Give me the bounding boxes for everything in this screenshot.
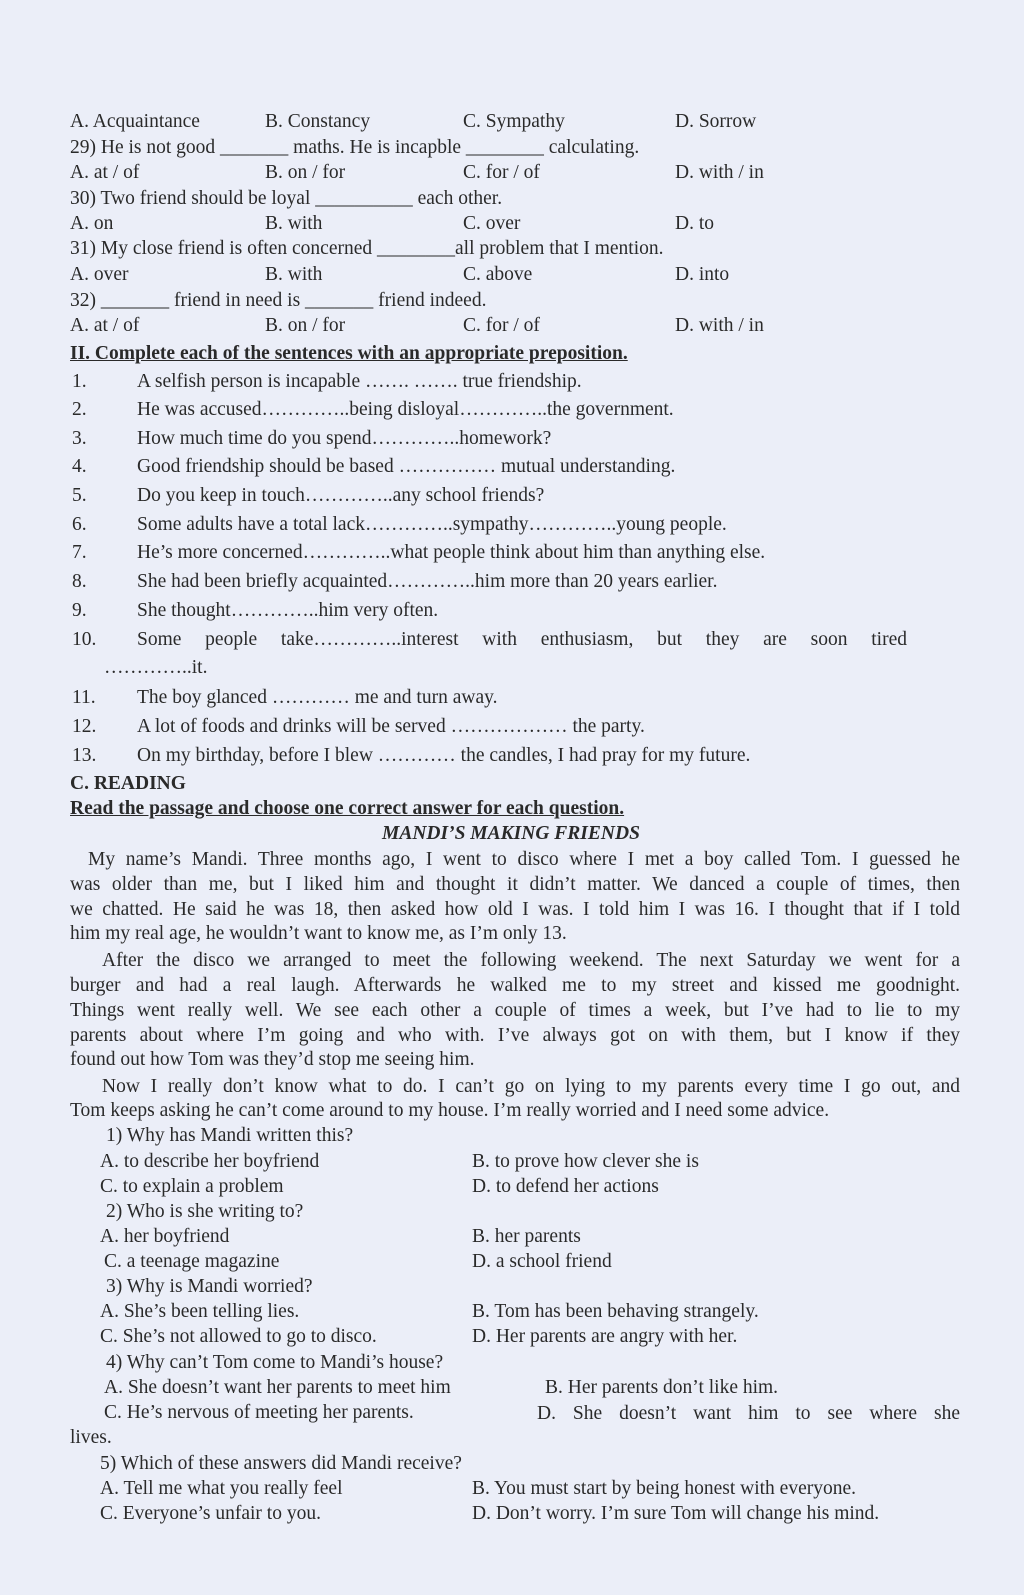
passage-line: was older than me, but I liked him and thought it didn’t matter. We danced a couple of times, then (70, 874, 960, 895)
item-number: 10. (72, 629, 97, 650)
passage-title: MANDI’S MAKING FRIENDS (382, 823, 640, 844)
q29-question: 29) He is not good _______ maths. He is incapble ________ calculating. (70, 137, 640, 158)
q32-question: 32) _______ friend in need is _______ friend indeed. (70, 290, 487, 311)
q30-option-d: D. to (675, 213, 714, 234)
item-text: He’s more concerned…………..what people think about him than anything else. (137, 542, 766, 563)
passage-line: we chatted. He said he was 18, then asked how old I was. I told him I was 16. I thought that if I told (70, 899, 960, 920)
item-text: She thought…………..him very often. (137, 600, 439, 621)
option-c: C. Everyone’s unfair to you. (100, 1503, 321, 1524)
passage-line: him my real age, he wouldn’t want to know me, as I’m only 13. (70, 923, 567, 944)
option-c: C. He’s nervous of meeting her parents. (104, 1402, 414, 1423)
q28-option-c: C. Sympathy (463, 111, 565, 132)
q29-option-a: A. at / of (70, 162, 140, 183)
passage-line: burger and had a real laugh. Afterwards he walked me to my street and kissed me goodnight. (70, 975, 960, 996)
q31-option-c: C. above (463, 264, 533, 285)
q30-option-a: A. on (70, 213, 114, 234)
item-text: Good friendship should be based …………… mutual understanding. (137, 456, 676, 477)
item-text: She had been briefly acquainted…………..him more than 20 years earlier. (137, 571, 718, 592)
reading-heading: C. READING (70, 773, 186, 794)
item-text: The boy glanced ………… me and turn away. (137, 687, 498, 708)
option-a: A. her boyfriend (100, 1226, 230, 1247)
q29-option-c: C. for / of (463, 162, 540, 183)
option-c: C. She’s not allowed to go to disco. (100, 1326, 377, 1347)
item-text: Some people take…………..interest with enthusiasm, but they are soon tired (137, 629, 907, 650)
item-text: Some adults have a total lack…………..sympathy…………..young people. (137, 514, 727, 535)
item-number: 6. (72, 514, 87, 535)
option-d: D. She doesn’t want him to see where she (537, 1403, 960, 1424)
option-b: B. her parents (472, 1226, 581, 1247)
item-number: 5. (72, 485, 87, 506)
option-a: A. She doesn’t want her parents to meet him (104, 1377, 451, 1398)
option-a: A. She’s been telling lies. (100, 1301, 300, 1322)
option-b: B. Her parents don’t like him. (545, 1377, 779, 1398)
option-c: C. to explain a problem (100, 1176, 284, 1197)
item-text: A selfish person is incapable ……. ……. true friendship. (137, 371, 582, 392)
item-text: On my birthday, before I blew ………… the candles, I had pray for my future. (137, 745, 751, 766)
item-number: 1. (72, 371, 87, 392)
item-number: 12. (72, 716, 97, 737)
option-c: C. a teenage magazine (104, 1251, 280, 1272)
passage-line: Tom keeps asking he can’t come around to my house. I’m really worried and I need some advice. (70, 1100, 830, 1121)
item-text: He was accused…………..being disloyal…………..the government. (137, 399, 674, 420)
question-text: 1) Why has Mandi written this? (106, 1125, 354, 1146)
q31-question: 31) My close friend is often concerned ________all problem that I mention. (70, 238, 664, 259)
q30-option-c: C. over (463, 213, 521, 234)
section-2-heading: II. Complete each of the sentences with an appropriate preposition. (70, 343, 628, 364)
option-d-continuation: lives. (70, 1427, 112, 1448)
item-continuation: …………..it. (104, 657, 208, 678)
q32-option-d: D. with / in (675, 315, 764, 336)
passage-line: After the disco we arranged to meet the following weekend. The next Saturday we went for a (102, 950, 960, 971)
q31-option-b: B. with (265, 264, 323, 285)
item-text: How much time do you spend…………..homework? (137, 428, 552, 449)
q29-option-d: D. with / in (675, 162, 764, 183)
item-number: 3. (72, 428, 87, 449)
option-d: D. a school friend (472, 1251, 612, 1272)
option-b: B. You must start by being honest with everyone. (472, 1478, 857, 1499)
item-text: Do you keep in touch…………..any school friends? (137, 485, 545, 506)
option-d: D. Don’t worry. I’m sure Tom will change his mind. (472, 1503, 880, 1524)
q28-option-d: D. Sorrow (675, 111, 757, 132)
item-number: 13. (72, 745, 97, 766)
q32-option-c: C. for / of (463, 315, 540, 336)
q28-option-a: A. Acquaintance (70, 111, 200, 132)
q30-option-b: B. with (265, 213, 323, 234)
passage-line: found out how Tom was they’d stop me seeing him. (70, 1049, 475, 1070)
passage-line: Now I really don’t know what to do. I can’t go on lying to my parents every time I go out, and (102, 1076, 960, 1097)
option-d: D. to defend her actions (472, 1176, 659, 1197)
item-number: 9. (72, 600, 87, 621)
option-b: B. to prove how clever she is (472, 1151, 699, 1172)
q32-option-b: B. on / for (265, 315, 346, 336)
q31-option-a: A. over (70, 264, 129, 285)
question-text: 2) Who is she writing to? (106, 1201, 304, 1222)
passage-line: Things went really well. We see each other a couple of times a week, but I’ve had to lie to my (70, 1000, 960, 1021)
option-d: D. Her parents are angry with her. (472, 1326, 738, 1347)
question-text: 4) Why can’t Tom come to Mandi’s house? (106, 1352, 444, 1373)
item-number: 4. (72, 456, 87, 477)
option-b: B. Tom has been behaving strangely. (472, 1301, 759, 1322)
q32-option-a: A. at / of (70, 315, 140, 336)
q29-option-b: B. on / for (265, 162, 346, 183)
item-number: 8. (72, 571, 87, 592)
passage-line: My name’s Mandi. Three months ago, I went to disco where I met a boy called Tom. I guessed he (88, 849, 960, 870)
item-number: 2. (72, 399, 87, 420)
question-text: 3) Why is Mandi worried? (106, 1276, 313, 1297)
q28-option-b: B. Constancy (265, 111, 371, 132)
question-text: 5) Which of these answers did Mandi receive? (100, 1453, 462, 1474)
item-text: A lot of foods and drinks will be served ……………… the party. (137, 716, 645, 737)
reading-instruction: Read the passage and choose one correct answer for each question. (70, 798, 625, 819)
q30-question: 30) Two friend should be loyal __________ each other. (70, 188, 503, 209)
item-number: 7. (72, 542, 87, 563)
q31-option-d: D. into (675, 264, 730, 285)
option-a: A. Tell me what you really feel (100, 1478, 343, 1499)
option-a: A. to describe her boyfriend (100, 1151, 320, 1172)
passage-line: parents about where I’m going and who with. I’ve always got on with them, but I know if they (70, 1025, 960, 1046)
item-number: 11. (72, 687, 96, 708)
